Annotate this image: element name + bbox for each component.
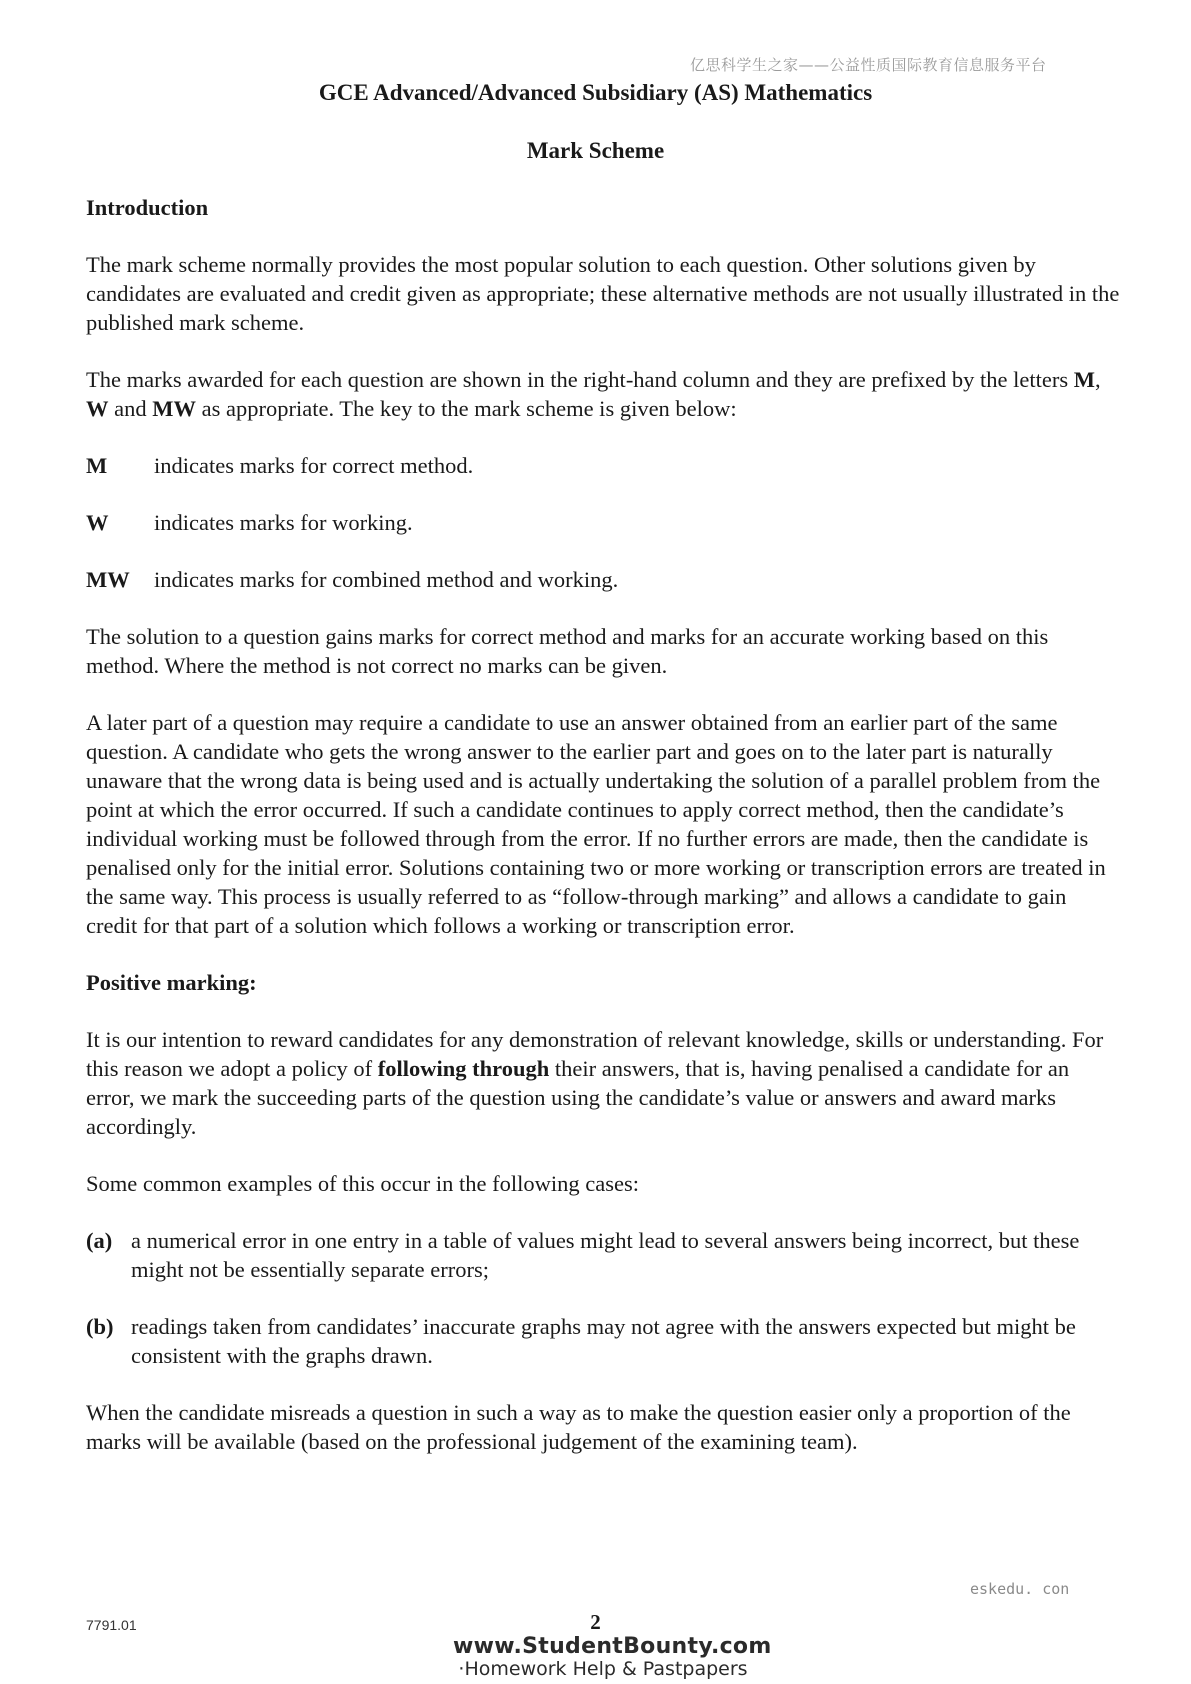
logo-line-1: www.StudentBounty.com <box>453 1634 772 1659</box>
document-subtitle: Mark Scheme <box>526 138 665 163</box>
bold-letter-m: M <box>1073 367 1096 392</box>
case-label: (a) <box>86 1228 113 1253</box>
page-number: 2 <box>590 1610 601 1634</box>
document-body <box>86 193 1121 1484</box>
document-title: GCE Advanced/Advanced Subsidiary (AS) Mathematics <box>318 80 873 105</box>
key-row-mw <box>86 565 1121 594</box>
key-code: MW <box>86 567 130 592</box>
solution-paragraph: The solution to a question gains marks for correct method and marks for an accurate working based on this method. Where the method is not correct no marks can be given. <box>86 624 1049 678</box>
key-row-m <box>86 451 1121 480</box>
case-label: (b) <box>86 1314 114 1339</box>
key-code: W <box>86 510 109 535</box>
text-span: , <box>1095 367 1101 392</box>
watermark-bottom: eskedu. con <box>970 1580 1070 1598</box>
text-span: It is our intention to reward candidates for any demonstration of relevant knowledge, skills or understanding. For this reason we adopt a policy of <box>86 1027 1104 1081</box>
footer-document-code: 7791.01 <box>86 1617 137 1633</box>
text-span: and <box>108 396 153 421</box>
key-code: M <box>86 453 108 478</box>
follow-through-paragraph: A later part of a question may require a candidate to use an answer obtained from an earlier part of the same question. A candidate who gets the wrong answer to the earlier part and goes on to the later part is naturally unaware that the wrong data is being used and is actually undertaking the solution of a parallel problem from the point at which the error occurred. If such a candidate continues to apply correct method, then the candidate’s individual working must be followed through from the error. If no further errors are made, then the candidate is penalised only for the initial error. Solutions containing two or more working or transcription errors are treated in the same way. This process is usually referred to as “follow-through marking” and allows a candidate to gain credit for that part of a solution which follows a working or transcription error. <box>86 710 1106 938</box>
text-span: their answers, that is, having penalised a candidate for an error, we mark the succeeding parts of the question using the candidate’s value or answers and award marks accordingly. <box>86 1056 1070 1139</box>
text-span: as appropriate. The key to the mark scheme is given below: <box>196 396 737 421</box>
misread-paragraph: When the candidate misreads a question in such a way as to make the question easier only a proportion of the marks will be available (based on the professional judgement of the examining team). <box>86 1400 1071 1454</box>
key-row-w <box>86 508 1121 537</box>
bold-letter-w: W <box>86 396 109 421</box>
text-span: The marks awarded for each question are shown in the right-hand column and they are prefixed by the letters <box>86 367 1074 392</box>
studentbounty-logo <box>453 1634 772 1680</box>
case-text: a numerical error in one entry in a table of values might lead to several answers being incorrect, but these might not be essentially separate errors; <box>131 1228 1080 1282</box>
case-item-a <box>86 1226 1121 1284</box>
intro-paragraph-1: The mark scheme normally provides the most popular solution to each question. Other solutions given by candidates are evaluated and credit given as appropriate; these alternative methods are not usually illustrated in the published mark scheme. <box>86 252 1120 335</box>
examples-paragraph: Some common examples of this occur in the following cases: <box>86 1171 640 1196</box>
case-item-b <box>86 1312 1121 1370</box>
intro-paragraph-2 <box>86 365 1121 423</box>
bold-letters-mw: MW <box>152 396 196 421</box>
section-heading-positive-marking: Positive marking: <box>86 970 257 995</box>
intention-paragraph <box>86 1025 1121 1141</box>
key-description: indicates marks for correct method. <box>154 453 474 478</box>
key-description: indicates marks for working. <box>154 510 413 535</box>
logo-line-2: ·Homework Help & Pastpapers <box>458 1658 748 1680</box>
watermark-top: 亿思科学生之家——公益性质国际教育信息服务平台 <box>690 56 1047 74</box>
case-text: readings taken from candidates’ inaccurate graphs may not agree with the answers expected but might be consistent with the graphs drawn. <box>131 1314 1076 1368</box>
key-description: indicates marks for combined method and working. <box>154 567 619 592</box>
bold-phrase: following through <box>377 1056 550 1081</box>
section-heading-introduction: Introduction <box>86 195 209 220</box>
